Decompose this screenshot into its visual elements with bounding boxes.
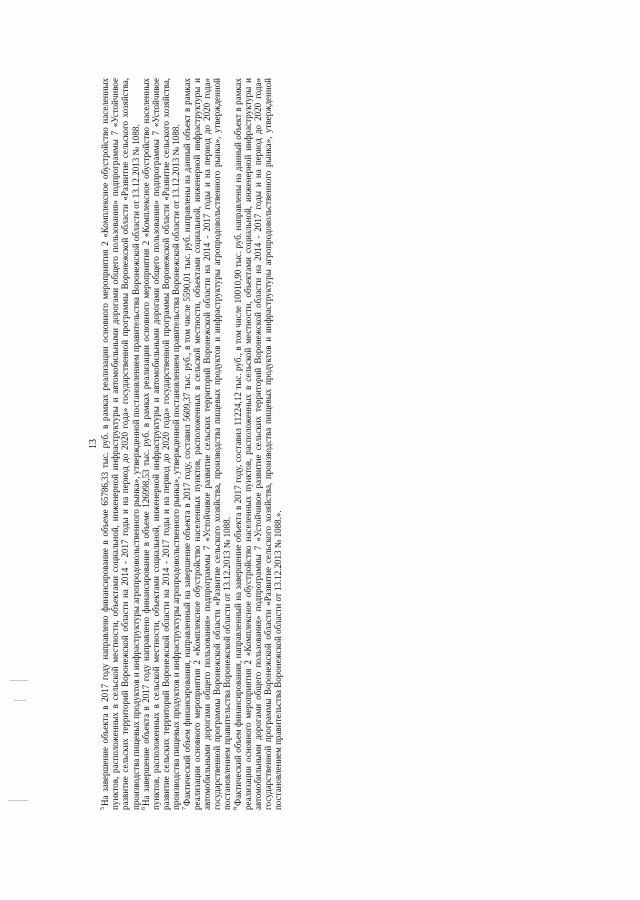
footnotes-block [100,78,284,810]
scan-artifact [14,700,26,701]
footnote-text: Фактический объем финансирования, направленный на завершение объекта в 2017 году, составил 5609,37 тыс. руб., в том числе 5590,01 тыс. руб. направлены на данный объект в рамках реализации основного мероприятия 2 «Комплексное обустройство населенных пунктов, расположенных в сельской местности, объектами социальной, инженерной инфраструктуры и автомобильными дорогами общего пользования» подпрограммы 7 «Устойчивое развитие сельских территорий Воронежской области на 2014 - 2017 годы и на период до 2020 года» государственной программы Воронежской области «Развитие сельского хозяйства, производства пищевых продуктов и инфраструктуры агропродовольственного рынка», утвержденной постановлением правительства Воронежской области от 13.12.2013 № 1088. [181,78,233,810]
footnote-text: Фактический объем финансирования, направленный на завершение объекта в 2017 году, составил 11224,12 тыс. руб., в том числе 10010,90 тыс. руб. направлены на данный объект в рамках реализации основного мероприятия 2 «Комплексное обустройство населенных пунктов, расположенных в сельской местности, объектами социальной, инженерной инфраструктуры и автомобильными дорогами общего пользования» подпрограммы 7 «Устойчивое развитие сельских территорий Воронежской области на 2014 - 2017 годы и на период до 2020 года» государственной программы Воронежской области «Развитие сельского хозяйства, производства пищевых продуктов и инфраструктуры агропродовольственного рынка», утвержденной постановлением правительства Воронежской области от 13.12.2013 № 1088.». [232,78,284,810]
rotated-content [88,78,400,810]
footnote-mark: 7 [181,807,188,810]
footnote-text: На завершение объекта в 2017 году направлено финансирование в объеме 126998,53 тыс. руб. в рамках реализации основного мероприятия 2 «Комплексное обустройство населенных пунктов, расположенных в сельской местности, объектами социальной, инженерной инфраструктуры и автомобильными дорогами общего пользования» подпрограммы 7 «Устойчивое развитие сельских территорий Воронежской области на 2014 - 2017 годы и на период до 2020 года» государственной программы Воронежской области «Развитие сельского хозяйства, производства пищевых продуктов и инфраструктуры агропродовольственного рынка», утвержденной постановлением правительства Воронежской области от 13.12.2013 № 1088. [140,78,182,810]
footnote-mark: 6 [140,807,147,810]
footnote-text: На завершение объекта в 2017 году направлено финансирование в объеме 65786,33 тыс. руб. в рамках реализации основного мероприятия 2 «Комплексное обустройство населенных пунктов, расположенных в сельской местности, объектами социальной, инженерной инфраструктуры и автомобильными дорогами общего пользования» подпрограммы 7 «Устойчивое развитие сельских территорий Воронежской области на 2014 - 2017 годы и на период до 2020 года» государственной программы Воронежской области «Развитие сельского хозяйства, производства пищевых продуктов и инфраструктуры агропродовольственного рынка», утвержденной постановлением правительства Воронежской области от 13.12.2013 № 1088. [100,78,141,810]
scan-artifact [10,680,28,681]
page-number: 13 [88,439,99,449]
footnote-mark: 5 [100,807,106,810]
footnote [182,78,233,810]
footnote [100,78,141,810]
footnote [233,78,284,810]
footnote [141,78,182,810]
footnote-mark: 8 [232,807,239,810]
scan-artifact [8,800,28,801]
